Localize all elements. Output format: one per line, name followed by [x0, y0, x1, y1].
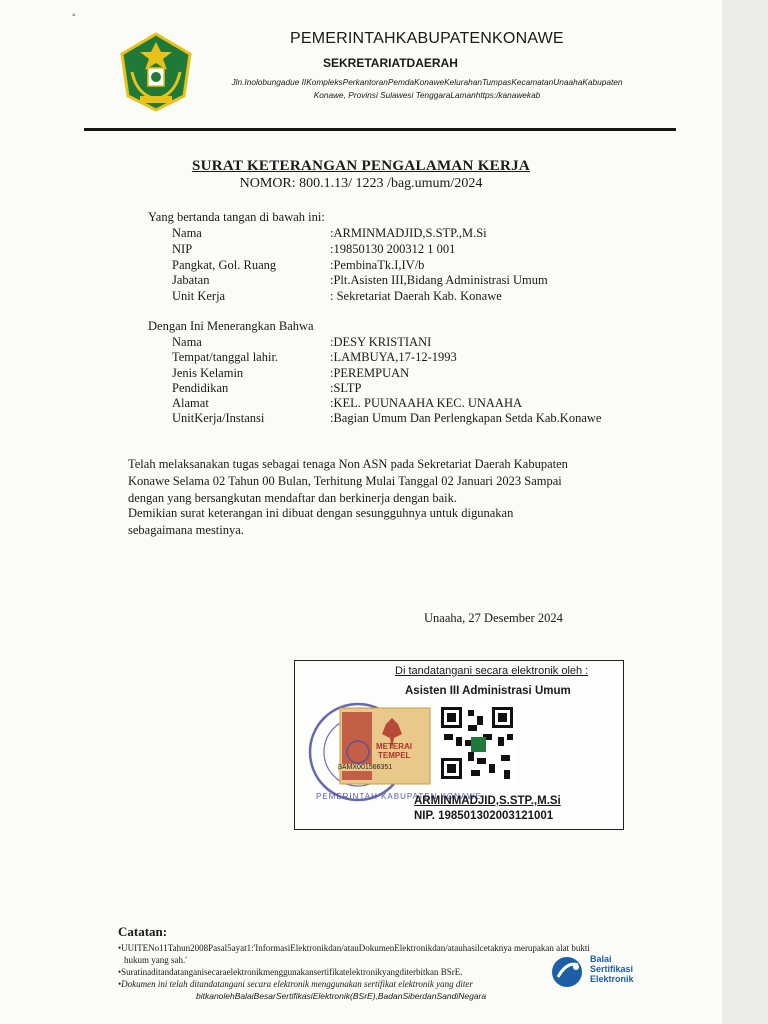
signer-label-position: Jabatan: [172, 273, 210, 287]
body-line: Telah melaksanakan tugas sebagai tenaga Non ASN pada Sekretariat Daerah Kabupaten: [128, 457, 568, 471]
signer-name: ARMINMADJID,S.STP.,M.Si: [414, 795, 561, 807]
seal-text: PEMERINTAH KABUPATEN KONAWE: [316, 792, 482, 801]
signer-label-name: Nama: [172, 226, 202, 240]
note-line: hukum yang sah.': [124, 955, 187, 965]
employee-label-birth: Tempat/tanggal lahir.: [172, 350, 279, 364]
notes-heading: Catatan:: [118, 924, 168, 939]
stamp-label-1: METERAI: [376, 742, 412, 751]
signer-label-nip: NIP: [172, 242, 193, 256]
signer-value-position: :Plt.Asisten III,Bidang Administrasi Umum: [330, 273, 548, 287]
address-line-2: Konawe, Provinsi Sulawesi TenggaraLamanhttps:/kanawekab: [313, 90, 541, 100]
stamp-label-2: TEMPEL: [378, 751, 411, 760]
body-line: sebagaimana mestinya.: [128, 523, 244, 537]
signer-label-unit: Unit Kerja: [172, 289, 226, 303]
qr-code-icon[interactable]: [438, 704, 516, 782]
signed-electronically-label: Di tandatangani secara elektronik oleh :: [395, 665, 589, 677]
note-line: •Suratinaditandatanganisecaraelektronikmenggunakansertifikatelektronikyangditerbitkan BSrE.: [118, 967, 463, 977]
signer-value-nip: :19850130 200312 1 001: [330, 242, 456, 256]
employee-value-address: :KEL. PUUNAAHA KEC. UNAAHA: [330, 396, 523, 410]
employee-value-gender: :PEREMPUAN: [330, 366, 410, 380]
employee-value-birth: :LAMBUYA,17-12-1993: [330, 350, 457, 364]
document-title: SURAT KETERANGAN PENGALAMAN KERJA: [191, 158, 531, 174]
body-paragraph-1: [128, 456, 640, 507]
employee-value-name: :DESY KRISTIANI: [330, 335, 432, 349]
header-divider: [84, 128, 676, 131]
office-name: SEKRETARIATDAERAH: [323, 56, 458, 70]
signer-intro: Yang bertanda tangan di bawah ini:: [148, 210, 325, 224]
body-paragraph-2: [128, 505, 640, 539]
address-line-1: Jln.Inolobungadue IIKompleksPerkantoranPemdaKonaweKelurahanTumpasKecamatanUnaahaKabupaten: [231, 77, 623, 87]
employee-label-education: Pendidikan: [172, 381, 229, 395]
employee-label-gender: Jenis Kelamin: [172, 366, 244, 380]
bsre-logo-text: [590, 954, 634, 984]
employee-intro: Dengan Ini Menerangkan Bahwa: [148, 319, 314, 333]
government-name: PEMERINTAHKABUPATENKONAWE: [290, 30, 564, 47]
place-and-date: Unaaha, 27 Desember 2024: [424, 611, 563, 625]
employee-label-name: Nama: [172, 335, 202, 349]
employee-value-unit: :Bagian Umum Dan Perlengkapan Setda Kab.Konawe: [330, 411, 602, 425]
stamp-code: 3AMX001566351: [338, 764, 393, 771]
bsre-line-1: Balai: [590, 954, 612, 964]
bsre-line-2: Sertifikasi: [590, 964, 634, 974]
signer-role: Asisten III Administrasi Umum: [405, 685, 571, 697]
signer-nip: NIP. 198501302003121001: [414, 810, 554, 822]
bsre-line-3: Elektronik: [590, 974, 634, 984]
bsre-logo-icon: [550, 955, 586, 989]
employee-label-unit: UnitKerja/Instansi: [172, 411, 265, 425]
signer-value-unit: : Sekretariat Daerah Kab. Konawe: [330, 289, 502, 303]
body-line: Konawe Selama 02 Tahun 00 Bulan, Terhitung Mulai Tanggal 02 Januari 2023 Sampai: [128, 474, 562, 488]
body-line: Demikian surat keterangan ini dibuat dengan sesungguhnya untuk digunakan: [128, 506, 514, 520]
signer-label-rank: Pangkat, Gol. Ruang: [172, 258, 277, 272]
body-line: dengan yang bersangkutan mendaftar dan berkinerja dengan baik.: [128, 491, 458, 505]
regency-logo-icon: [118, 32, 194, 112]
signer-value-rank: :PembinaTk.I,IV/b: [330, 258, 425, 272]
note-line: •Dokumen ini telah ditandatangani secara elektronik menggunakan sertifikat elektronik yang diter: [118, 979, 473, 989]
signer-value-name: :ARMINMADJID,S.STP.,M.Si: [330, 226, 487, 240]
note-line: •UUITENo11Tahun2008Pasal5ayat1:'InformasiElektronikdan/atauDokumenElektronikdan/atauhasilcetaknya merupakan alat bukti: [118, 943, 590, 953]
employee-value-education: :SLTP: [330, 381, 362, 395]
office-address: [212, 76, 642, 102]
note-line: bitkanolehBalaiBesarSertifikasiElektronik(BSrE),BadanSiberdanSandiNegara: [196, 991, 487, 1001]
document-number: NOMOR: 800.1.13/ 1223 /bag.umum/2024: [239, 176, 483, 191]
scan-speck: ◦: [72, 10, 76, 21]
employee-label-address: Alamat: [172, 396, 209, 410]
